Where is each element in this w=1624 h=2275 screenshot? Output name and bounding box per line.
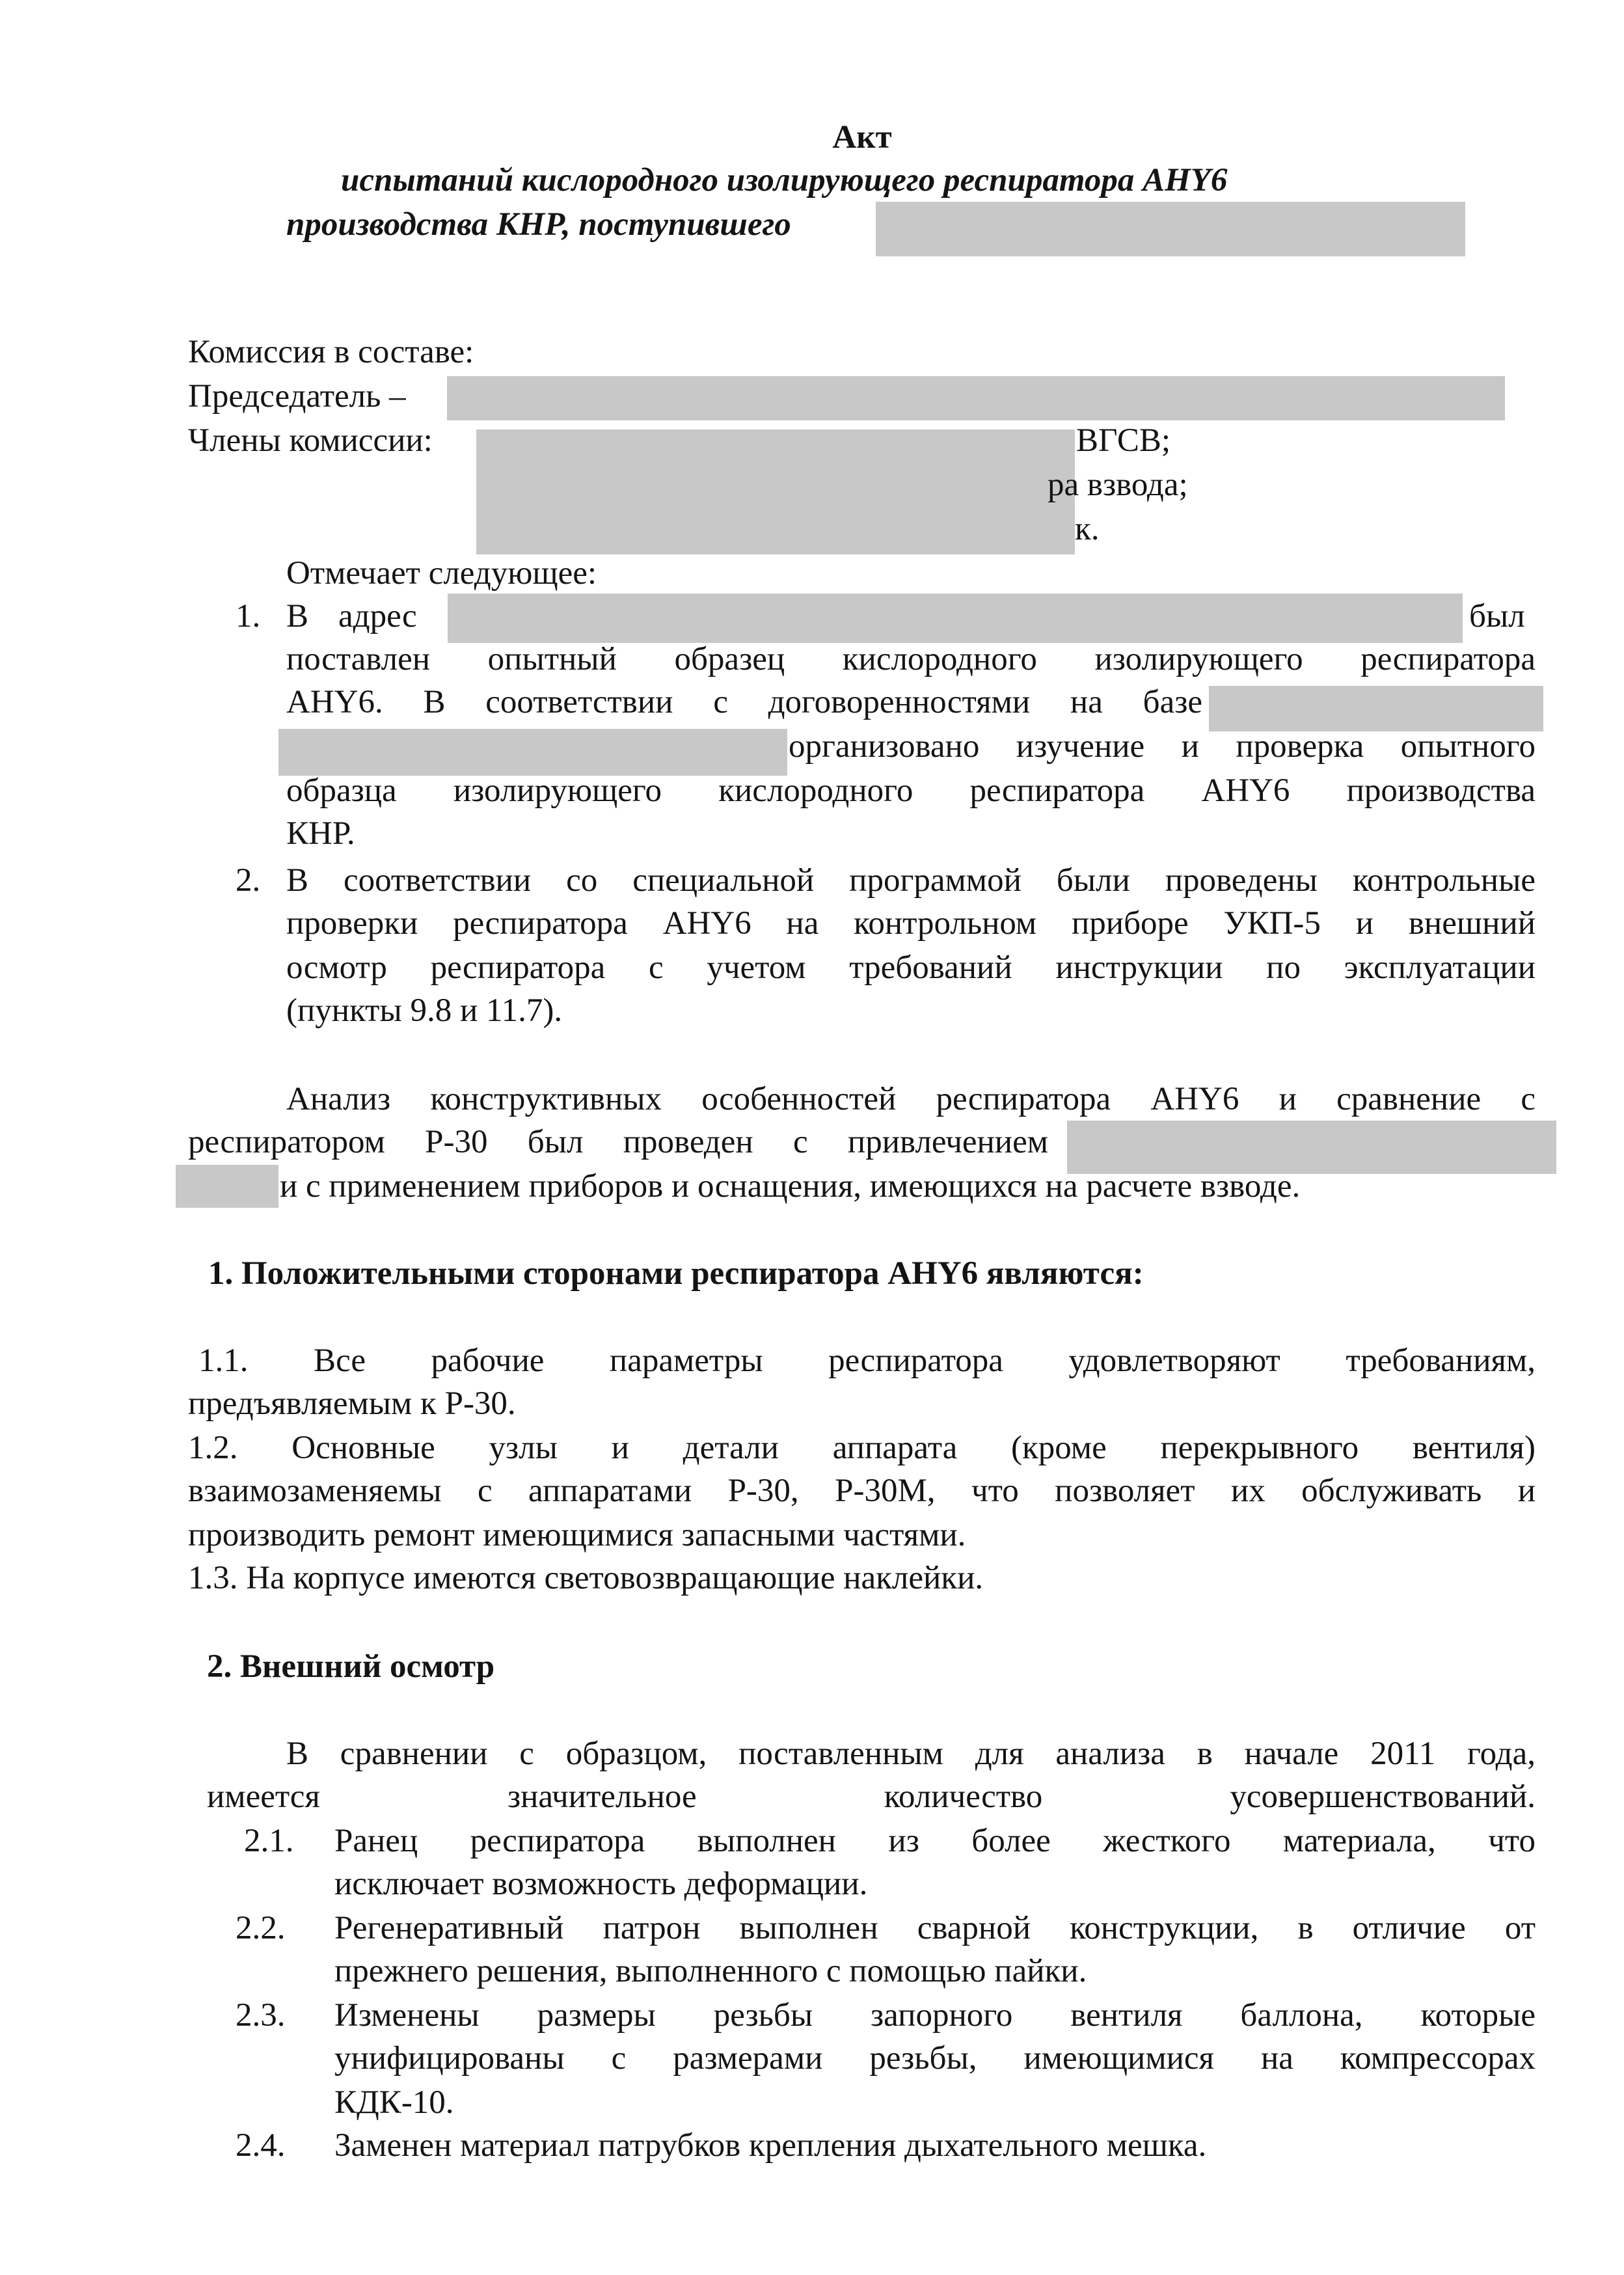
member-partial-1: ВГСВ; xyxy=(1076,422,1171,459)
section2-item4-line1: Заменен материал патрубков крепления дыхательного мешка. xyxy=(334,2127,1207,2164)
list-number-1: 1. xyxy=(236,598,261,634)
document-subtitle-line2: производства КНР, поступившего xyxy=(286,206,791,243)
item2-line3: осмотр респиратора с учетом требований инструкции по эксплуатации xyxy=(286,949,1536,986)
member-partial-3: к. xyxy=(1075,511,1100,547)
section1-item2-line3: производить ремонт имеющимися запасными частями. xyxy=(188,1517,966,1553)
member-partial-2: ра взвода; xyxy=(1048,467,1188,503)
members-label: Члены комиссии: xyxy=(188,422,433,459)
analysis-line3: и с применением приборов и оснащения, имеющихся на расчете взводе. xyxy=(280,1168,1301,1205)
item1-line1-word1: В xyxy=(286,598,309,634)
section2-item1-line1: Ранец респиратора выполнен из более жесткого материала, что xyxy=(334,1823,1536,1859)
section1-item3-line1: 1.3. На корпусе имеются световозвращающие наклейки. xyxy=(188,1560,984,1596)
item2-line4: (пункты 9.8 и 11.7). xyxy=(286,992,563,1029)
section2-item1-line2: исключает возможность деформации. xyxy=(334,1866,868,1902)
analysis-line2: респиратором Р-30 был проведен с привлечением xyxy=(188,1124,1048,1160)
item1-line3: AHY6. В соответствии с договоренностями на базе xyxy=(286,684,1202,720)
item1-line1-word3: был xyxy=(1469,598,1525,634)
item1-line2: поставлен опытный образец кислородного изолирующего респиратора xyxy=(286,641,1536,677)
section2-intro-line1: В сравнении с образцом, поставленным для анализа в начале 2011 года, xyxy=(286,1736,1536,1772)
item1-line5: образца изолирующего кислородного респиратора AHY6 производства xyxy=(286,772,1536,809)
redacted-block xyxy=(176,1165,278,1208)
section2-item2-line1: Регенеративный патрон выполнен сварной конструкции, в отличие от xyxy=(334,1910,1536,1946)
redacted-block xyxy=(476,429,1075,554)
section2-item2-line2: прежнего решения, выполненного с помощью пайки. xyxy=(334,1953,1087,1989)
item1-line6: КНР. xyxy=(286,815,355,852)
section2-heading: 2. Внешний осмотр xyxy=(207,1648,495,1685)
analysis-line1: Анализ конструктивных особенностей респиратора AHY6 и сравнение с xyxy=(286,1081,1536,1117)
section1-item2-line2: взаимозаменяемы с аппаратами Р-30, Р-30М, что позволяет их обслуживать и xyxy=(188,1473,1536,1509)
document-title: Акт xyxy=(832,119,892,156)
commission-heading: Комиссия в составе: xyxy=(188,334,474,370)
document-subtitle-line1: испытаний кислородного изолирующего респиратора AHY6 xyxy=(341,162,1228,198)
section2-item3-num: 2.3. xyxy=(236,1997,286,2034)
section2-item1-num: 2.1. xyxy=(244,1823,294,1859)
section1-item1-line1: 1.1. Все рабочие параметры респиратора удовлетворяют требованиям, xyxy=(198,1342,1536,1379)
section1-item2-line1: 1.2. Основные узлы и детали аппарата (кроме перекрывного вентиля) xyxy=(188,1430,1536,1466)
section2-item3-line3: КДК-10. xyxy=(334,2084,454,2121)
item2-line1: В соответствии со специальной программой были проведены контрольные xyxy=(286,862,1536,899)
section2-item4-num: 2.4. xyxy=(236,2127,286,2164)
redacted-block xyxy=(447,376,1505,420)
redacted-block xyxy=(876,202,1465,256)
list-number-2: 2. xyxy=(236,862,261,899)
redacted-block xyxy=(448,593,1463,643)
item1-line4: организовано изучение и проверка опытного xyxy=(789,728,1536,765)
section2-item3-line2: унифицированы с размерами резьбы, имеющимися на компрессорах xyxy=(334,2040,1536,2077)
section1-heading: 1. Положительными сторонами респиратора AHY6 являются: xyxy=(208,1255,1144,1292)
item2-line2: проверки респиратора AHY6 на контрольном приборе УКП-5 и внешний xyxy=(286,905,1536,942)
section1-item1-line2: предъявляемым к Р-30. xyxy=(188,1385,516,1422)
chair-label: Председатель – xyxy=(188,378,406,415)
item1-line1-word2: адрес xyxy=(338,598,417,634)
section2-item2-num: 2.2. xyxy=(236,1910,286,1946)
section2-item3-line1: Изменены размеры резьбы запорного вентиля баллона, которые xyxy=(334,1997,1536,2034)
notes-heading: Отмечает следующее: xyxy=(286,555,597,592)
section2-intro-line2: имеется значительное количество усовершенствований. xyxy=(207,1778,1536,1815)
